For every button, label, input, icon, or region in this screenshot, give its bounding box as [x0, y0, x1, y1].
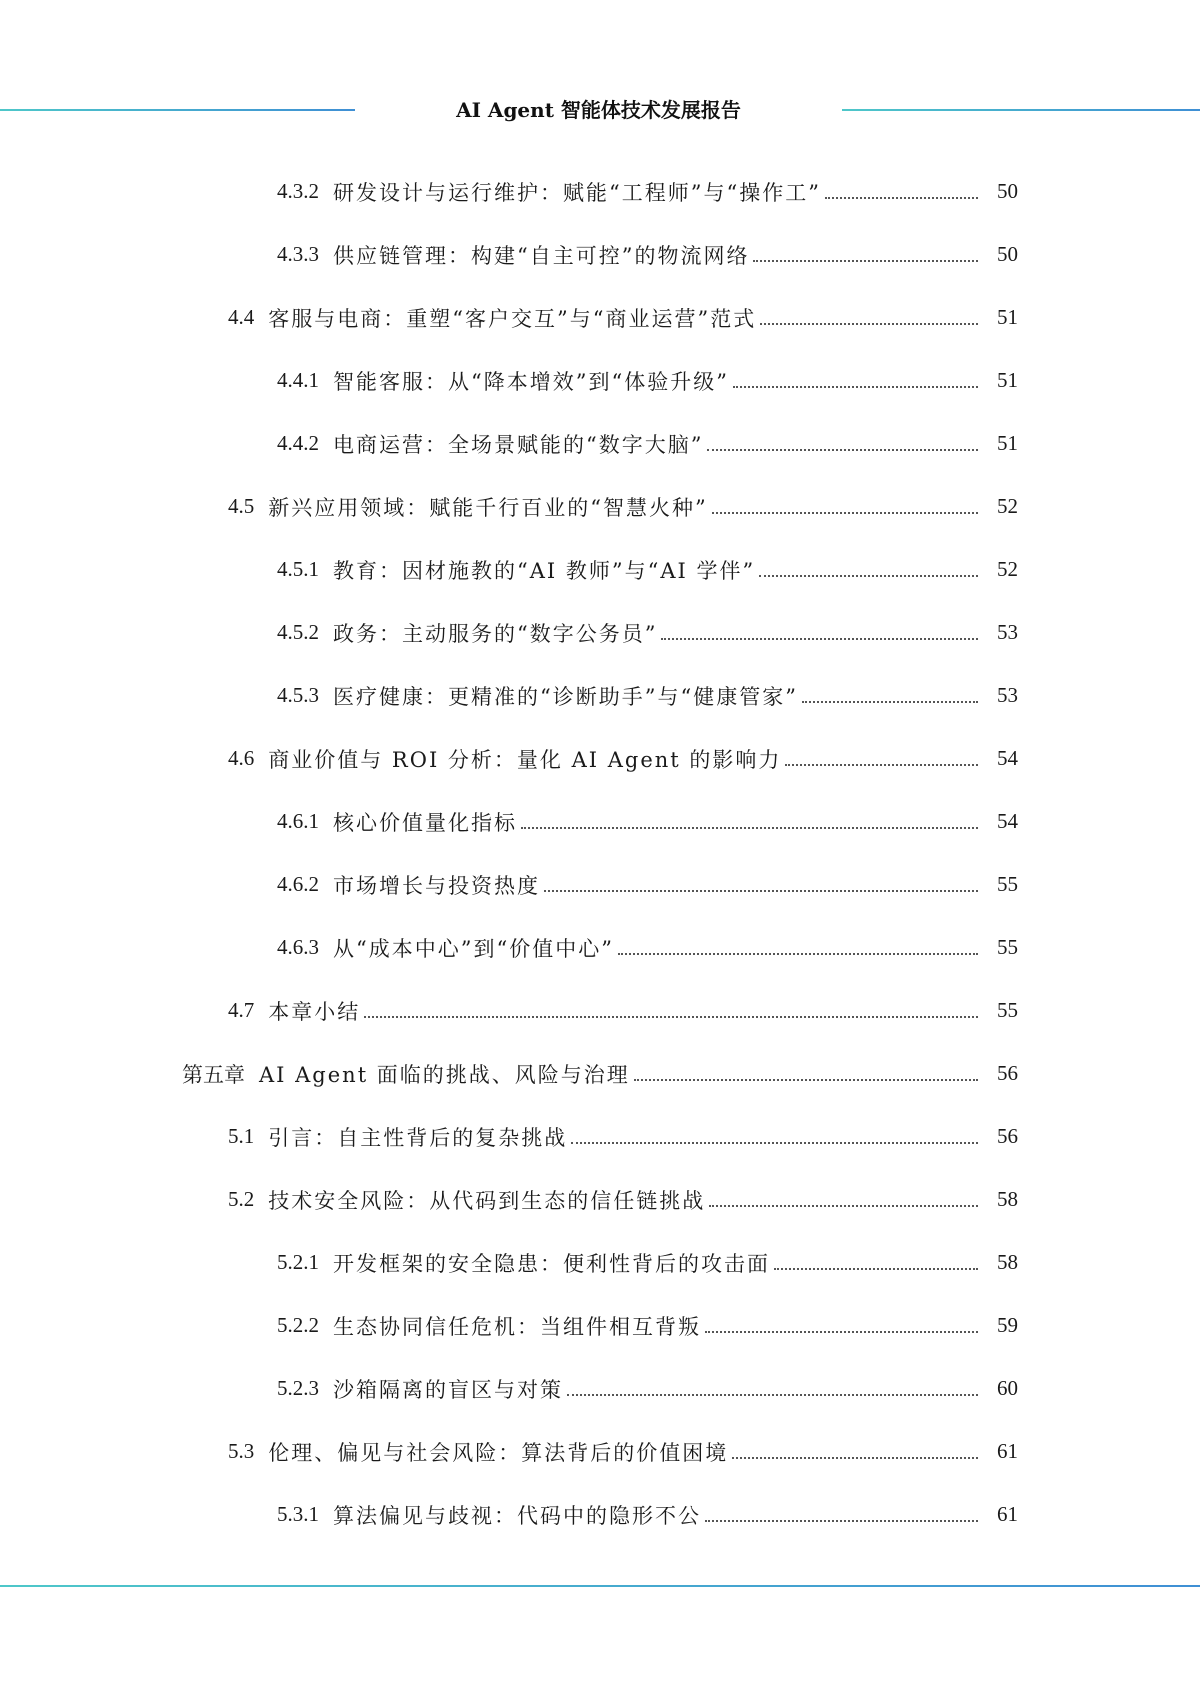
toc-entry-title: 开发框架的安全隐患：便利性背后的攻击面 [333, 1251, 770, 1276]
toc-entry[interactable] [0, 916, 1200, 979]
toc-entry-number: 5.3.1 [277, 1502, 319, 1526]
toc-entry[interactable] [0, 601, 1200, 664]
toc-entry-number: 5.3 [228, 1439, 255, 1463]
toc-entry-title: 供应链管理：构建“自主可控”的物流网络 [333, 243, 750, 268]
dot-leader [544, 889, 978, 892]
toc-entry[interactable] [0, 979, 1200, 1042]
dot-leader [634, 1078, 978, 1081]
toc-entry-title: 商业价值与 ROI 分析：量化 AI Agent 的影响力 [268, 747, 782, 772]
toc-entry-number: 5.1 [228, 1124, 255, 1148]
toc-entry-page: 52 [997, 494, 1018, 518]
toc-entry-number: 5.2.2 [277, 1313, 319, 1337]
toc-entry[interactable] [0, 664, 1200, 727]
toc-entry-title: 医疗健康：更精准的“诊断助手”与“健康管家” [333, 684, 798, 709]
toc-entry-number: 4.6.1 [277, 809, 319, 833]
dot-leader [733, 385, 978, 388]
toc-entry-number: 4.5.1 [277, 557, 319, 581]
dot-leader [785, 763, 978, 766]
dot-leader [567, 1393, 978, 1396]
toc-entry-page: 53 [997, 620, 1018, 644]
toc-entry-number: 4.7 [228, 998, 255, 1022]
toc-entry-title: 本章小结 [268, 999, 361, 1024]
toc-entry[interactable] [0, 286, 1200, 349]
toc-entry-number: 4.5 [228, 494, 255, 518]
page-header [0, 96, 1200, 126]
toc-entry-title: 从“成本中心”到“价值中心” [333, 936, 614, 961]
toc-entry-title: 新兴应用领域：赋能千行百业的“智慧火种” [268, 495, 708, 520]
toc-entry-page: 61 [997, 1502, 1018, 1526]
toc-entry[interactable] [0, 538, 1200, 601]
toc-entry-title: 算法偏见与歧视：代码中的隐形不公 [333, 1503, 701, 1528]
toc-entry-title: AI Agent 面临的挑战、风险与治理 [259, 1062, 630, 1087]
dot-leader [618, 952, 978, 955]
dot-leader [774, 1267, 978, 1270]
toc-entry-number: 4.4.1 [277, 368, 319, 392]
toc-entry-page: 54 [997, 809, 1018, 833]
toc-entry-title: 核心价值量化指标 [333, 810, 517, 835]
toc-entry-page: 61 [997, 1439, 1018, 1463]
toc-entry-page: 53 [997, 683, 1018, 707]
toc-entry-page: 55 [997, 998, 1018, 1022]
toc-entry[interactable] [0, 1231, 1200, 1294]
toc-entry-number: 4.4.2 [277, 431, 319, 455]
toc-entry-number: 4.6.3 [277, 935, 319, 959]
toc-entry-title: 客服与电商：重塑“客户交互”与“商业运营”范式 [268, 306, 757, 331]
dot-leader [712, 511, 978, 514]
toc-entry-title: 生态协同信任危机：当组件相互背叛 [333, 1314, 701, 1339]
toc-entry[interactable] [0, 412, 1200, 475]
toc-entry[interactable] [0, 1483, 1200, 1546]
toc-entry-number: 4.5.3 [277, 683, 319, 707]
toc-entry-title: 伦理、偏见与社会风险：算法背后的价值困境 [268, 1440, 729, 1465]
toc-entry-page: 51 [997, 305, 1018, 329]
toc-entry-title: 教育：因材施教的“AI 教师”与“AI 学伴” [333, 558, 756, 583]
toc-entry-number: 5.2.3 [277, 1376, 319, 1400]
toc-entry-page: 51 [997, 368, 1018, 392]
toc-entry-page: 56 [997, 1061, 1018, 1085]
dot-leader [760, 322, 978, 325]
toc-entry-number: 4.6.2 [277, 872, 319, 896]
toc-entry-title: 引言：自主性背后的复杂挑战 [268, 1125, 568, 1150]
toc-entry[interactable] [0, 727, 1200, 790]
toc-entry[interactable] [0, 853, 1200, 916]
footer-rule [0, 1585, 1200, 1587]
document-title: AI Agent 智能体技术发展报告 [456, 98, 741, 122]
toc-entry-title: 技术安全风险：从代码到生态的信任链挑战 [268, 1188, 706, 1213]
toc-entry[interactable] [0, 1042, 1200, 1105]
toc-entry[interactable] [0, 475, 1200, 538]
toc-entry-page: 51 [997, 431, 1018, 455]
toc-entry-number: 4.4 [228, 305, 255, 329]
toc-entry-number: 4.6 [228, 746, 255, 770]
dot-leader [707, 448, 978, 451]
toc-entry[interactable] [0, 1420, 1200, 1483]
toc-entry-page: 52 [997, 557, 1018, 581]
toc-entry-page: 54 [997, 746, 1018, 770]
dot-leader [825, 196, 978, 199]
toc-entry-page: 56 [997, 1124, 1018, 1148]
dot-leader [705, 1519, 978, 1522]
dot-leader [732, 1456, 978, 1459]
toc-entry[interactable] [0, 160, 1200, 223]
toc-entry[interactable] [0, 790, 1200, 853]
toc-entry-title: 研发设计与运行维护：赋能“工程师”与“操作工” [333, 180, 821, 205]
header-rule-right [842, 109, 1200, 111]
dot-leader [709, 1204, 978, 1207]
toc-entry-page: 55 [997, 935, 1018, 959]
toc-entry-page: 50 [997, 179, 1018, 203]
toc-entry[interactable] [0, 349, 1200, 412]
toc-entry-number: 第五章 [182, 1062, 245, 1087]
dot-leader [753, 259, 978, 262]
toc-entry-title: 沙箱隔离的盲区与对策 [333, 1377, 563, 1402]
toc-entry-number: 5.2 [228, 1187, 255, 1211]
toc-entry-number: 4.3.2 [277, 179, 319, 203]
dot-leader [802, 700, 978, 703]
toc-entry-title: 政务：主动服务的“数字公务员” [333, 621, 658, 646]
toc-entry[interactable] [0, 1294, 1200, 1357]
toc-entry-page: 55 [997, 872, 1018, 896]
toc-entry-title: 市场增长与投资热度 [333, 873, 540, 898]
header-rule-left [0, 109, 355, 111]
dot-leader [571, 1141, 978, 1144]
dot-leader [364, 1015, 978, 1018]
toc-entry[interactable] [0, 1357, 1200, 1420]
toc-entry-number: 4.3.3 [277, 242, 319, 266]
toc-entry-page: 59 [997, 1313, 1018, 1337]
dot-leader [759, 574, 978, 577]
toc-entry-title: 智能客服：从“降本增效”到“体验升级” [333, 369, 729, 394]
dot-leader [661, 637, 978, 640]
toc-entry-number: 4.5.2 [277, 620, 319, 644]
toc-entry-page: 60 [997, 1376, 1018, 1400]
toc-entry-page: 58 [997, 1187, 1018, 1211]
toc-entry[interactable] [0, 223, 1200, 286]
toc-entry[interactable] [0, 1168, 1200, 1231]
dot-leader [521, 826, 978, 829]
toc-entry-page: 50 [997, 242, 1018, 266]
table-of-contents [0, 160, 1200, 1546]
toc-entry-page: 58 [997, 1250, 1018, 1274]
toc-entry-title: 电商运营：全场景赋能的“数字大脑” [333, 432, 704, 457]
dot-leader [705, 1330, 978, 1333]
toc-entry[interactable] [0, 1105, 1200, 1168]
toc-entry-number: 5.2.1 [277, 1250, 319, 1274]
